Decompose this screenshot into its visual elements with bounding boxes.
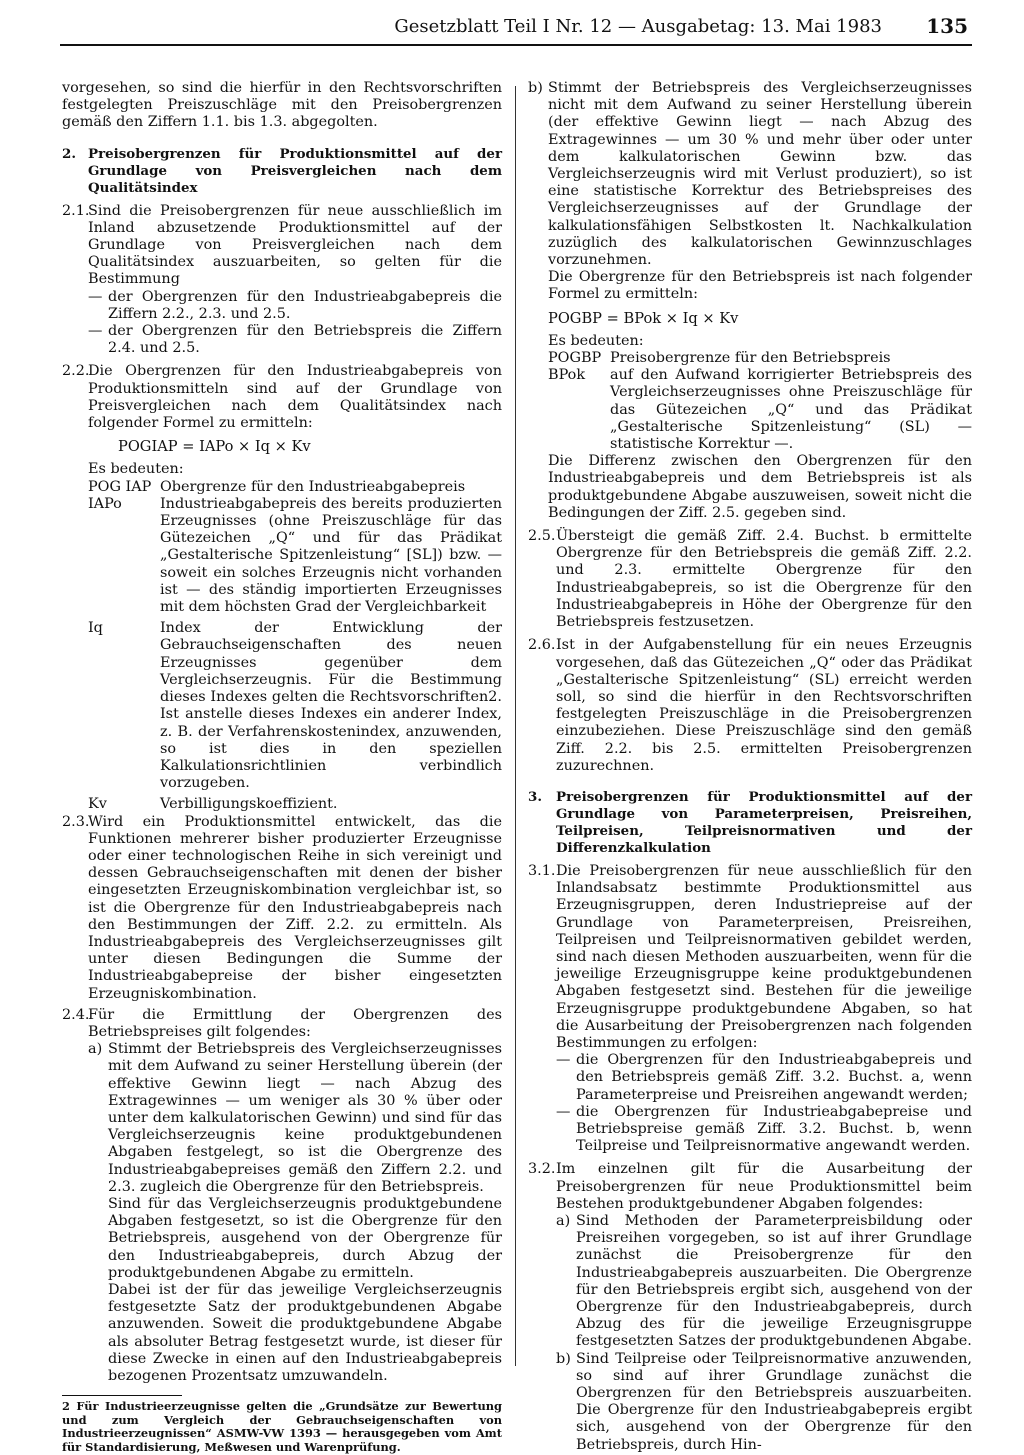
definition-row: BPok auf den Aufwand korrigierter Betriebspreis des Vergleichserzeugnisses ohne Preiszuschläge für das Gütezeichen „Q“ und das Prädikat „Gestalterische Spitzenleistung“ (SL) — statistische Korrektur —. — [548, 367, 972, 453]
column-divider — [515, 86, 516, 1366]
item-2-1: 2.1. Sind die Preisobergrenzen für neue ausschließlich im Inland abzusetzende Produktionsmittel auf der Grundlage von Preisvergleichen nach dem Qualitätsindex auszuarbeiten, so gelten für die Bestimmung — der Obergrenzen für den Industrieabgabepreis die Ziffern 2.2., 2.3. und 2.5. — der Obergrenzen für den Betriebspreis die Ziffern 2.4. und 2.5. — [62, 202, 502, 357]
item-2-3: 2.3. Wird ein Produktionsmittel entwickelt, das die Funktionen mehrerer bisher produzierter Erzeugnisse oder einer technologischen Reihe in sich vereinigt und dessen Gebrauchseigenschaften mit denen der bisher eingesetzten Erzeugniskombination vergleichbar ist, so ist die Obergrenze für den Industrieabgabepreis nach den Bestimmungen der Ziff. 2.2. zu ermitteln. Als Industrieabgabepreis des Vergleichserzeugnisses gilt unter diesen Bedingungen die Summe der Industrieabgabepreise der bisher eingesetzten Erzeugniskombination. — [62, 813, 502, 1002]
section-3-heading: 3. Preisobergrenzen für Produktionsmittel auf der Grundlage von Parameterpreisen, Preisreihen, Teilpreisen, Teilpreisnormativen und der Differenzkalkulation — [528, 788, 972, 856]
sub-item-b: b) Stimmt der Betriebspreis des Vergleichserzeugnisses nicht mit dem Aufwand zu seiner Herstellung überein (der effektive Gewinn liegt — nach Abzug des Extragewinnes — um 30 % und mehr über oder unter dem kalkulatorischen Gewinn bzw. das Vergleichserzeugnis wird mit Verlust produziert), so ist eine statistische Korrektur des Betriebspreises des Vergleichserzeugnisses auf der Grundlage der kalkulationsfähigen Selbstkosten lt. Nachkalkulation zuzüglich des kalkulatorischen Gewinnzuschlages vorzunehmen. Die Obergrenze für den Betriebspreis ist nach folgender Formel zu ermitteln: POGBP = BPok × Iq × Kv Es bedeuten: POGBP Preisobergrenze für den Betriebspreis BPok auf den Aufwand korrigierter Betriebspreis des Vergleichserzeugnisses ohne Preiszuschläge für das Gütezeichen „Q“ und das Prädikat „Gestalterische Spitzenleistung“ (SL) — statistische Korrektur —. Die Differenz zwischen den Obergrenzen für den Industrieabgabepreis und dem Betriebspreis ist als produktgebundene Abgabe auszuweisen, soweit nicht die Bedingungen der Ziff. 2.5. gegeben sind. — [528, 80, 972, 521]
footnote: 2 Für Industrieerzeugnisse gelten die „Grundsätze zur Bewertung und zum Vergleich der Gebrauchseigenschaften von Industrieerzeugnissen“ ASMW-VW 1393 — herausgegeben vom Amt für Standardisierung, Meßwesen und Warenprüfung. — [62, 1399, 502, 1454]
formula-pog-bp: POGBP = BPok × Iq × Kv — [548, 309, 739, 327]
section-3-title: Preisobergrenzen für Produktionsmittel auf der Grundlage von Parameterpreisen, Preisreihen, Teilpreisen, Teilpreisnormativen und der Differenzkalkulation — [556, 788, 972, 856]
dash-item: — der Obergrenzen für den Industrieabgabepreis die Ziffern 2.2., 2.3. und 2.5. — [88, 288, 502, 322]
dash-item: — die Obergrenzen für den Industrieabgabepreis und den Betriebspreis gemäß Ziff. 3.2. Buchst. a, wenn Parameterpreise und Preisreihen angewandt werden; — [556, 1052, 972, 1103]
definition-row: IAPo Industrieabgabepreis des bereits produzierten Erzeugnisses (ohne Preiszuschläge für das Gütezeichen „Q“ und für das Prädikat „Gestalterische Spitzenleistung“ [SL]) bzw. — soweit ein solches Erzeugnis nicht vorhanden ist — des ständig importierten Erzeugnisses mit dem höchsten Grad der Vergleichbarkeit — [88, 495, 502, 616]
definitions-2-2: Es bedeuten: POG IAP Obergrenze für den Industrieabgabepreis IAPo Industrieabgabepreis des bereits produzierten Erzeugnisses (ohne Preiszuschläge für das Gütezeichen „Q“ und für das Prädikat „Gestalterische Spitzenleistung“ [SL]) bzw. — soweit ein solches Erzeugnis nicht vorhanden ist — des ständig importierten Erzeugnisses mit dem höchsten Grad der Vergleichbarkeit Iq Index der Entwicklung der Gebrauchseigenschaften des neuen Erzeugnisses gegenüber dem Vergleichserzeugnis. Für die Bestimmung dieses Indexes gelten die Rechtsvorschriften2. Ist anstelle dieses Indexes ein anderer Index, z. B. der Verfahrenskostenindex, anzuwenden, so ist dies in den speziellen Kalkulationsrichtlinien verbindlich vorzugeben. Kv Verbilligungskoeffizient. — [88, 461, 502, 813]
sub-item-b: b) Sind Teilpreise oder Teilpreisnormative anzuwenden, so sind auf ihrer Grundlage zunächst die Obergrenzen für den Betriebspreis auszuarbeiten. Die Obergrenze für den Industrieabgabepreis ergibt sich, ausgehend von der Obergrenze für den Betriebspreis, durch Hin- — [556, 1350, 972, 1453]
definition-row: POG IAP Obergrenze für den Industrieabgabepreis — [88, 478, 466, 495]
footnote-rule — [62, 1395, 182, 1396]
left-column — [62, 80, 502, 1455]
definition-row: Kv Verbilligungskoeffizient. — [88, 796, 338, 813]
dash-item: — die Obergrenzen für Industrieabgabepreise und Betriebspreise gemäß Ziff. 3.2. Buchst. b, wenn Teilpreise und Teilpreisnormative angewandt werden. — [556, 1103, 972, 1155]
section-2-title: Preisobergrenzen für Produktionsmittel auf der Grundlage von Preisvergleichen nach dem Qualitätsindex — [88, 145, 502, 196]
sub-item-a: a) Sind Methoden der Parameterpreisbildung oder Preisreihen vorgegeben, so ist auf ihrer Grundlage zunächst die Preisobergrenze für den Industrieabgabepreis auszuarbeiten. Die Obergrenze für den Betriebspreis ergibt sich, ausgehend von der Obergrenze für den Industrieabgabepreis, durch Abzug des für die jeweilige Erzeugnisgruppe festgesetzten Satzes der produktgebundenen Abgabe. — [556, 1212, 972, 1350]
item-2-5: 2.5. Übersteigt die gemäß Ziff. 2.4. Buchst. b ermittelte Obergrenze für den Betriebspreis die gemäß Ziff. 2.2. und 2.3. ermittelte Obergrenze für den Industrieabgabepreis, so ist die Obergrenze für den Industrieabgabepreis in Höhe der Obergrenze für den Betriebspreis festzusetzen. — [528, 528, 972, 631]
page-header-title: Gesetzblatt Teil I Nr. 12 — Ausgabetag: 13. Mai 1983 — [394, 16, 882, 37]
sub-item-a: a) Stimmt der Betriebspreis des Vergleichserzeugnisses mit dem Aufwand zu seiner Herstellung überein (der effektive Gewinn liegt — nach Abzug des Extragewinnes — um weniger als 30 % über oder unter dem kalkulatorischen Gewinn) und sind für das Vergleichserzeugnis keine produktgebundenen Abgaben festgelegt, so ist die Obergrenze des Industrieabgabepreises gemäß den Ziffern 2.2. und 2.3. zugleich die Obergrenze für den Betriebspreis. Sind für das Vergleichserzeugnis produktgebundene Abgaben festgesetzt, so ist die Obergrenze für den Betriebspreis, ausgehend von der Obergrenze für den Industrieabgabepreis, durch Abzug der produktgebundenen Abgabe zu ermitteln. Dabei ist der für das jeweilige Vergleichserzeugnis festgesetzte Satz der produktgebundenen Abgabe anzuwenden. Soweit die produktgebundene Abgabe als absoluter Betrag festgesetzt wurde, ist dieser für diese Zwecke in einen auf den Industrieabgabepreis bezogenen Prozentsatz umzuwandeln. — [88, 1041, 502, 1385]
formula-pog-iap: POGIAP = IAPo × Iq × Kv — [118, 438, 311, 456]
item-2-4: 2.4. Für die Ermittlung der Obergrenzen des Betriebspreises gilt folgendes: a) Stimmt der Betriebspreis des Vergleichserzeugnisses mit dem Aufwand zu seiner Herstellung überein (der effektive Gewinn liegt — nach Abzug des Extragewinnes — um weniger als 30 % über oder unter dem kalkulatorischen Gewinn) und sind für das Vergleichserzeugnis keine produktgebundenen Abgaben festgelegt, so ist die Obergrenze des Industrieabgabepreises gemäß den Ziffern 2.2. und 2.3. zugleich die Obergrenze für den Betriebspreis. Sind für das Vergleichserzeugnis produktgebundene Abgaben festgesetzt, so ist die Obergrenze für den Betriebspreis, ausgehend von der Obergrenze für den Industrieabgabepreis, durch Abzug der produktgebundenen Abgabe zu ermitteln. Dabei ist der für das jeweilige Vergleichserzeugnis festgesetzte Satz der produktgebundenen Abgabe anzuwenden. Soweit die produktgebundene Abgabe als absoluter Betrag festgesetzt wurde, ist dieser für diese Zwecke in einen auf den Industrieabgabepreis bezogenen Prozentsatz umzuwandeln. — [62, 1006, 502, 1385]
right-column — [528, 80, 972, 1454]
section-2-heading: 2. Preisobergrenzen für Produktionsmittel auf der Grundlage von Preisvergleichen nach dem Qualitätsindex — [62, 145, 502, 196]
page-header — [60, 10, 972, 46]
intro-paragraph: vorgesehen, so sind die hierfür in den Rechtsvorschriften festgelegten Preiszuschläge mit den Preisobergrenzen gemäß den Ziffern 1.1. bis 1.3. abgegolten. — [62, 80, 502, 131]
item-2-6: 2.6. Ist in der Aufgabenstellung für ein neues Erzeugnis vorgesehen, daß das Gütezeichen „Q“ oder das Prädikat „Gestalterische Spitzenleistung“ (SL) erreicht werden soll, so sind die hierfür in den Rechtsvorschriften festgelegten Preiszuschläge in die Preisobergrenzen einzubeziehen. Diese Preiszuschläge sind den gemäß Ziff. 2.2. bis 2.5. ermittelten Preisobergrenzen zuzurechnen. — [528, 637, 972, 774]
definition-row: Iq Index der Entwicklung der Gebrauchseigenschaften des neuen Erzeugnisses gegenüber dem Vergleichserzeugnis. Für die Bestimmung dieses Indexes gelten die Rechtsvorschriften2. Ist anstelle dieses Indexes ein anderer Index, z. B. der Verfahrenskostenindex, anzuwenden, so ist dies in den speziellen Kalkulationsrichtlinien verbindlich vorzugeben. — [88, 620, 502, 792]
item-3-1: 3.1. Die Preisobergrenzen für neue ausschließlich für den Inlandsabsatz bestimmte Produktionsmittel aus Erzeugnisgruppen, deren Industriepreise auf der Grundlage von Parameterpreisen, Preisreihen, Teilpreisen und Teilpreisnormativen gebildet werden, sind nach diesen Methoden auszuarbeiten, wenn für die jeweilige Erzeugnisgruppe keine produktgebundenen Abgaben festgesetzt sind. Bestehen für die jeweilige Erzeugnisgruppe produktgebundene Abgaben, so hat die Ausarbeitung der Preisobergrenzen nach folgenden Bestimmungen zu erfolgen: — die Obergrenzen für den Industrieabgabepreis und den Betriebspreis gemäß Ziff. 3.2. Buchst. a, wenn Parameterpreise und Preisreihen angewandt werden; — die Obergrenzen für Industrieabgabepreise und Betriebspreise gemäß Ziff. 3.2. Buchst. b, wenn Teilpreise und Teilpreisnormative angewandt werden. — [528, 862, 972, 1155]
item-3-2: 3.2. Im einzelnen gilt für die Ausarbeitung der Preisobergrenzen für neue Produktionsmittel beim Bestehen produktgebundener Abgaben folgendes: a) Sind Methoden der Parameterpreisbildung oder Preisreihen vorgegeben, so ist auf ihrer Grundlage zunächst die Preisobergrenze für den Industrieabgabepreis auszuarbeiten. Die Obergrenze für den Betriebspreis ergibt sich, ausgehend von der Obergrenze für den Industrieabgabepreis, durch Abzug des für die jeweilige Erzeugnisgruppe festgesetzten Satzes der produktgebundenen Abgabe. b) Sind Teilpreise oder Teilpreisnormative anzuwenden, so sind auf ihrer Grundlage zunächst die Obergrenzen für den Betriebspreis auszuarbeiten. Die Obergrenze für den Industrieabgabepreis ergibt sich, ausgehend von der Obergrenze für den Betriebspreis, durch Hin- — [528, 1161, 972, 1453]
item-2-2: 2.2. Die Obergrenzen für den Industrieabgabepreis von Produktionsmitteln sind auf der Grundlage von Preisvergleichen nach dem Qualitätsindex nach folgender Formel zu ermitteln: POGIAP = IAPo × Iq × Kv — [62, 363, 502, 456]
dash-item: — der Obergrenzen für den Betriebspreis die Ziffern 2.4. und 2.5. — [88, 323, 502, 357]
definition-row: POGBP Preisobergrenze für den Betriebspreis — [548, 350, 891, 367]
page-number: 135 — [926, 14, 968, 38]
